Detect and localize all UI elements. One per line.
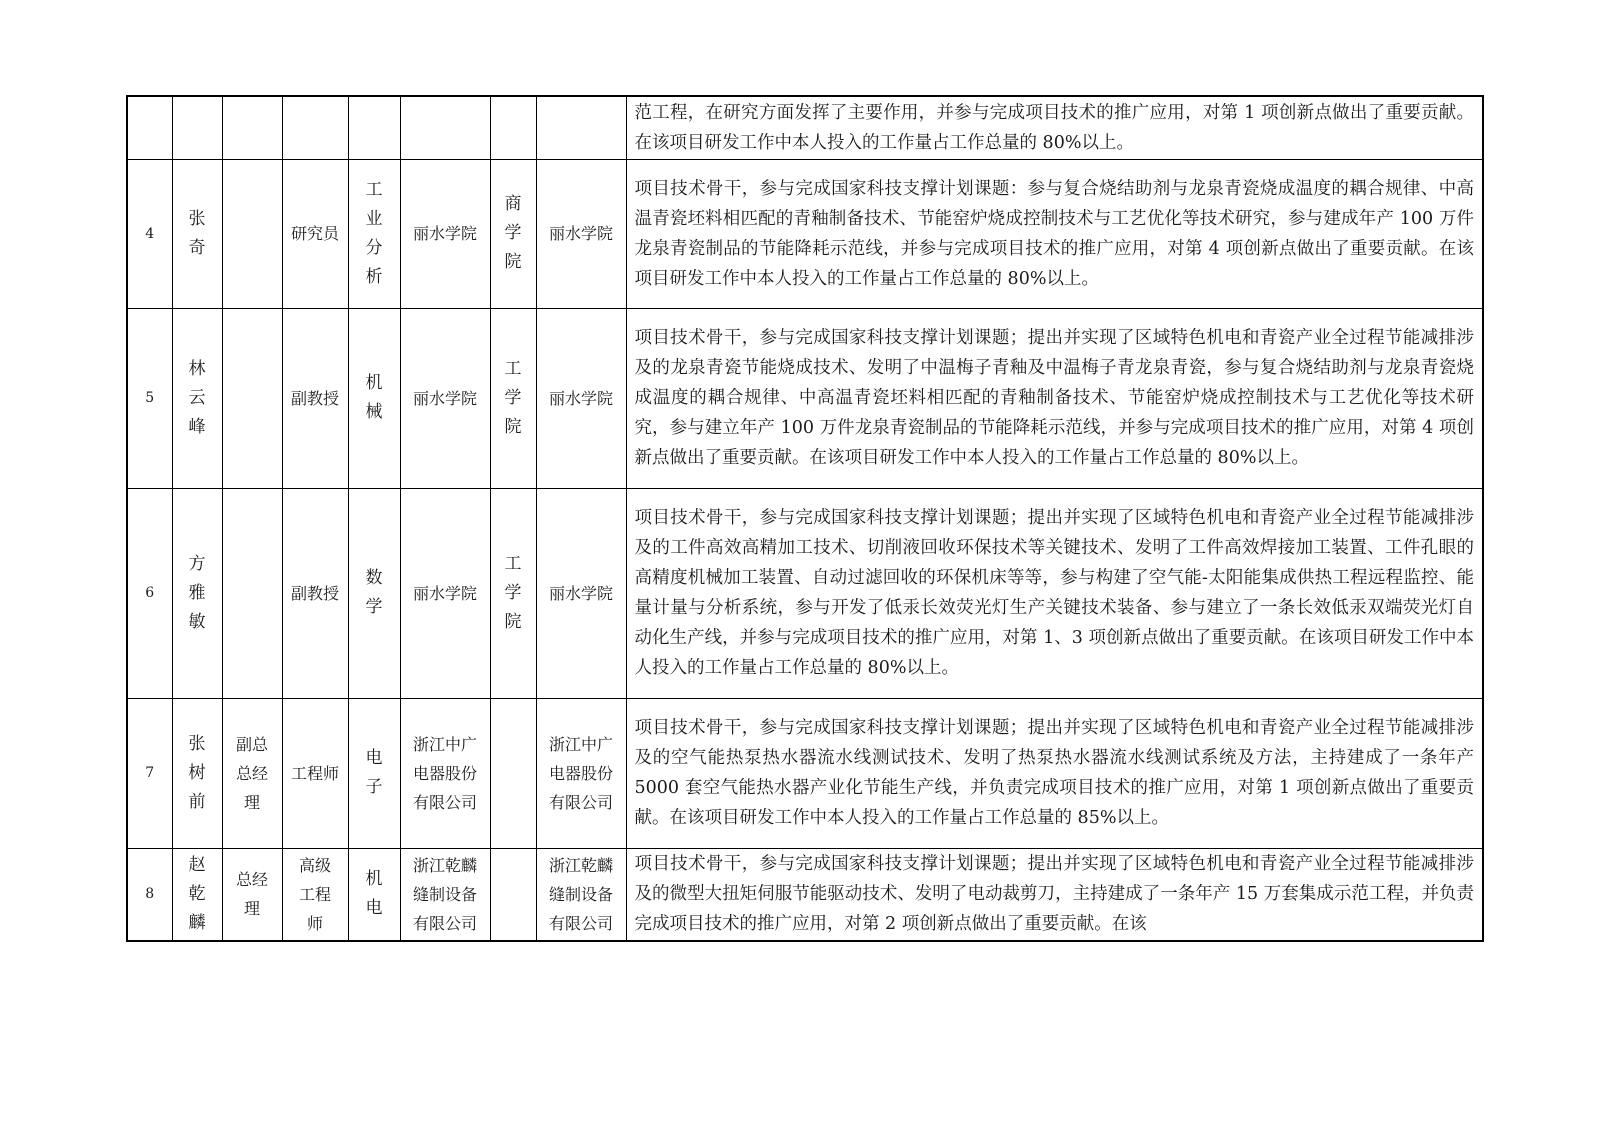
- row-number: [127, 96, 172, 159]
- table-row: [127, 698, 1483, 848]
- cell-specialty: 机 械: [348, 308, 400, 488]
- cell-completion-unit: 丽水学院: [536, 308, 626, 488]
- cell-dept: 工 学 院: [490, 308, 536, 488]
- cell-title: [282, 96, 348, 159]
- cell-dept: [490, 848, 536, 941]
- contribution-text: 项目技术骨干，参与完成国家科技支撑计划课题：参与复合烧结助剂与龙泉青瓷烧成温度的耦合规律、中高温青瓷坯料相匹配的青釉制备技术、节能窑炉烧成控制技术与工艺优化等技术研究，参与建成年产 100 万件龙泉青瓷制品的节能降耗示范线，并参与完成项目技术的推广应用，对第 4 项创新点做出了重要贡献。在该项目研发工作中本人投入的工作量占工作总量的 80%以上。: [626, 159, 1483, 308]
- contribution-text: 项目技术骨干，参与完成国家科技支撑计划课题；提出并实现了区域特色机电和青瓷产业全过程节能减排涉及的空气能热泵热水器流水线测试技术、发明了热泵热水器流水线测试系统及方法，主持建成了一条年产 5000 套空气能热水器产业化节能生产线，并负责完成项目技术的推广应用，对第 1 项创新点做出了重要贡献。在该项目研发工作中本人投入的工作量占工作总量的 85%以上。: [626, 698, 1483, 848]
- cell-work-unit: 丽水学院: [400, 308, 490, 488]
- table-row: [127, 848, 1483, 941]
- cell-name: 赵 乾 麟: [172, 848, 222, 941]
- cell-title: 研究员: [282, 159, 348, 308]
- cell-specialty: 电 子: [348, 698, 400, 848]
- cell-completion-unit: 丽水学院: [536, 159, 626, 308]
- cell-dept: 商 学 院: [490, 159, 536, 308]
- table-row: [127, 159, 1483, 308]
- row-number: 6: [127, 488, 172, 698]
- cell-dept: 工 学 院: [490, 488, 536, 698]
- cell-specialty: 机 电: [348, 848, 400, 941]
- cell-work-unit: 浙江中广 电器股份 有限公司: [400, 698, 490, 848]
- cell-specialty: 工 业 分 析: [348, 159, 400, 308]
- cell-work-unit: [400, 96, 490, 159]
- contribution-text: 项目技术骨干，参与完成国家科技支撑计划课题；提出并实现了区域特色机电和青瓷产业全过程节能减排涉及的工件高效高精加工技术、切削液回收环保技术等关键技术、发明了工件高效焊接加工装置、工件孔眼的高精度机械加工装置、自动过滤回收的环保机床等等，参与构建了空气能-太阳能集成供热工程远程监控、能量计量与分析系统，参与开发了低汞长效荧光灯生产关键技术装备、参与建立了一条长效低汞双端荧光灯自动化生产线，并参与完成项目技术的推广应用，对第 1、3 项创新点做出了重要贡献。在该项目研发工作中本人投入的工作量占工作总量的 80%以上。: [626, 488, 1483, 698]
- cell-title: 副教授: [282, 308, 348, 488]
- cell-position: [222, 308, 282, 488]
- cell-title: 副教授: [282, 488, 348, 698]
- row-number: 4: [127, 159, 172, 308]
- cell-position: [222, 96, 282, 159]
- cell-dept: [490, 96, 536, 159]
- cell-dept: [490, 698, 536, 848]
- cell-position: 副总 总经 理: [222, 698, 282, 848]
- contribution-text: 项目技术骨干，参与完成国家科技支撑计划课题；提出并实现了区域特色机电和青瓷产业全过程节能减排涉及的微型大扭矩伺服节能驱动技术、发明了电动裁剪刀，主持建成了一条年产 15 万套集成示范工程，并负责完成项目技术的推广应用，对第 2 项创新点做出了重要贡献。在该: [626, 848, 1483, 941]
- table-row: [127, 488, 1483, 698]
- cell-completion-unit: 丽水学院: [536, 488, 626, 698]
- cell-specialty: [348, 96, 400, 159]
- table-row: [127, 308, 1483, 488]
- cell-position: 总经 理: [222, 848, 282, 941]
- cell-position: [222, 488, 282, 698]
- row-number: 8: [127, 848, 172, 941]
- cell-specialty: 数 学: [348, 488, 400, 698]
- cell-name: 方 雅 敏: [172, 488, 222, 698]
- table-row: [127, 96, 1483, 159]
- cell-work-unit: 丽水学院: [400, 159, 490, 308]
- cell-name: 林 云 峰: [172, 308, 222, 488]
- cell-work-unit: 浙江乾麟 缝制设备 有限公司: [400, 848, 490, 941]
- contribution-text: 范工程，在研究方面发挥了主要作用，并参与完成项目技术的推广应用，对第 1 项创新点做出了重要贡献。在该项目研发工作中本人投入的工作量占工作总量的 80%以上。: [626, 96, 1483, 159]
- contributors-table: [126, 95, 1484, 942]
- cell-completion-unit: 浙江乾麟 缝制设备 有限公司: [536, 848, 626, 941]
- cell-name: 张 树 前: [172, 698, 222, 848]
- cell-name: 张 奇: [172, 159, 222, 308]
- cell-position: [222, 159, 282, 308]
- cell-title: 工程师: [282, 698, 348, 848]
- cell-completion-unit: [536, 96, 626, 159]
- contribution-text: 项目技术骨干，参与完成国家科技支撑计划课题；提出并实现了区域特色机电和青瓷产业全过程节能减排涉及的龙泉青瓷节能烧成技术、发明了中温梅子青釉及中温梅子青龙泉青瓷，参与复合烧结助剂与龙泉青瓷烧成温度的耦合规律、中高温青瓷坯料相匹配的青釉制备技术、节能窑炉烧成控制技术与工艺优化等技术研究，参与建立年产 100 万件龙泉青瓷制品的节能降耗示范线，并参与完成项目技术的推广应用，对第 4 项创新点做出了重要贡献。在该项目研发工作中本人投入的工作量占工作总量的 80%以上。: [626, 308, 1483, 488]
- cell-name: [172, 96, 222, 159]
- cell-completion-unit: 浙江中广 电器股份 有限公司: [536, 698, 626, 848]
- row-number: 7: [127, 698, 172, 848]
- row-number: 5: [127, 308, 172, 488]
- cell-title: 高级 工程 师: [282, 848, 348, 941]
- cell-work-unit: 丽水学院: [400, 488, 490, 698]
